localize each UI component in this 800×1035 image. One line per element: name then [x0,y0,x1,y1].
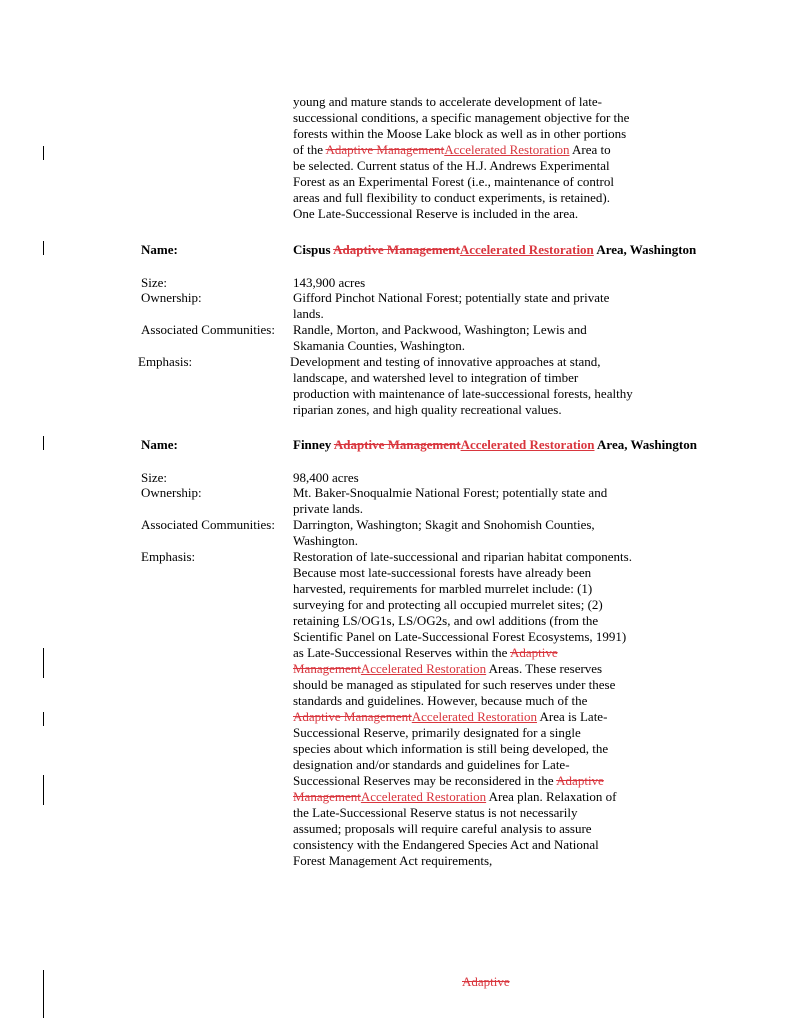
area-name-suffix: Area, Washington [594,437,697,452]
emphasis-text: Successional Reserves may be reconsidered in the [293,773,557,788]
change-bar [43,436,44,450]
size-label: Size: [141,470,167,485]
communities-label: Associated Communities: [141,517,275,532]
change-bar [43,648,44,678]
intro-line: young and mature stands to accelerate development of late- [293,94,602,109]
size-label: Size: [141,275,167,290]
emphasis-value: consistency with the Endangered Species Act and National [293,837,599,852]
intro-line: forests within the Moose Lake block as well as in other portions [293,126,627,141]
emphasis-value: production with maintenance of late-successional forests, healthy [293,386,633,401]
emphasis-value: Because most late-successional forests have already been [293,565,592,580]
emphasis-text: as Late-Successional Reserves within the [293,645,510,660]
emphasis-text: Areas. These reserves [486,661,603,676]
change-bar [43,146,44,160]
emphasis-value [293,773,604,789]
area-name-heading [293,242,696,258]
emphasis-value: Forest Management Act requirements, [293,853,493,868]
size-value: 98,400 acres [293,470,359,485]
emphasis-value [293,789,616,805]
intro-line: be selected. Current status of the H.J. Andrews Experimental [293,158,610,173]
emphasis-value [293,709,607,725]
deleted-text: Adaptive Management [293,709,412,724]
name-label: Name: [141,242,178,257]
intro-line [293,142,611,158]
emphasis-value: the Late-Successional Reserve status is not necessarily [293,805,578,820]
footer-deleted-text [462,974,510,990]
change-bar [43,775,44,805]
area-name: Finney [293,437,334,452]
deleted-text: Adaptive Management [333,437,461,452]
area-name-heading [293,437,697,453]
communities-label: Associated Communities: [141,322,275,337]
emphasis-value [293,645,558,661]
intro-line: Forest as an Experimental Forest (i.e., maintenance of control [293,174,614,189]
area-name: Cispus [293,242,334,257]
emphasis-value: riparian zones, and high quality recreational values. [293,402,562,417]
communities-value: Randle, Morton, and Packwood, Washington; Lewis and [293,322,587,337]
communities-value: Darrington, Washington; Skagit and Snohomish Counties, [293,517,595,532]
inserted-text: Accelerated Restoration [460,437,595,452]
change-bar [43,241,44,255]
intro-text: of the [293,142,326,157]
emphasis-value: surveying for and protecting all occupied murrelet sites; (2) [293,597,603,612]
emphasis-value: should be managed as stipulated for such reserves under these [293,677,616,692]
name-label: Name: [141,437,178,452]
emphasis-text: Area is Late- [537,709,608,724]
emphasis-value: Scientific Panel on Late-Successional Forest Ecosystems, 1991) [293,629,627,644]
emphasis-value: designation and/or standards and guidelines for Late- [293,757,570,772]
size-value: 143,900 acres [293,275,366,290]
inserted-text: Accelerated Restoration [360,661,487,676]
emphasis-label: Emphasis: [141,549,196,564]
emphasis-value: assumed; proposals will require careful analysis to assure [293,821,592,836]
ownership-label: Ownership: [141,290,202,305]
communities-value: Skamania Counties, Washington. [293,338,466,353]
ownership-value: Gifford Pinchot National Forest; potentially state and private [293,290,610,305]
emphasis-value: Development and testing of innovative approaches at stand, [290,354,601,369]
deleted-text: Management [293,661,361,676]
emphasis-value: harvested, requirements for marbled murrelet include: (1) [293,581,593,596]
intro-line: successional conditions, a specific management objective for the [293,110,630,125]
emphasis-value: species about which information is still being developed, the [293,741,609,756]
ownership-value: Mt. Baker-Snoqualmie National Forest; potentially state and [293,485,608,500]
ownership-value: private lands. [293,501,364,516]
emphasis-value: Restoration of late-successional and riparian habitat components. [293,549,632,564]
area-name-suffix: Area, Washington [593,242,697,257]
emphasis-value: retaining LS/OG1s, LS/OG2s, and owl additions (from the [293,613,599,628]
inserted-text: Accelerated Restoration [459,242,594,257]
communities-value: Washington. [293,533,359,548]
intro-line: areas and full flexibility to conduct experiments, is retained). [293,190,610,205]
deleted-text: Adaptive Management [333,242,460,257]
deleted-text: Adaptive Management [325,142,445,157]
deleted-text: Adaptive [556,773,604,788]
emphasis-label: Emphasis: [138,354,193,369]
change-bar [43,712,44,726]
inserted-text: Accelerated Restoration [411,709,538,724]
deleted-text: Adaptive [462,974,510,989]
ownership-value: lands. [293,306,324,321]
emphasis-value: landscape, and watershed level to integration of timber [293,370,579,385]
inserted-text: Accelerated Restoration [360,789,487,804]
deleted-text: Management [293,789,361,804]
intro-line: One Late-Successional Reserve is included in the area. [293,206,579,221]
emphasis-value: Successional Reserve, primarily designated for a single [293,725,581,740]
emphasis-text: Area plan. Relaxation of [486,789,617,804]
change-bar [43,970,44,1018]
intro-text: Area to [569,142,611,157]
inserted-text: Accelerated Restoration [444,142,570,157]
deleted-text: Adaptive [509,645,558,660]
emphasis-value [293,661,602,677]
emphasis-value: standards and guidelines. However, because much of the [293,693,588,708]
ownership-label: Ownership: [141,485,202,500]
